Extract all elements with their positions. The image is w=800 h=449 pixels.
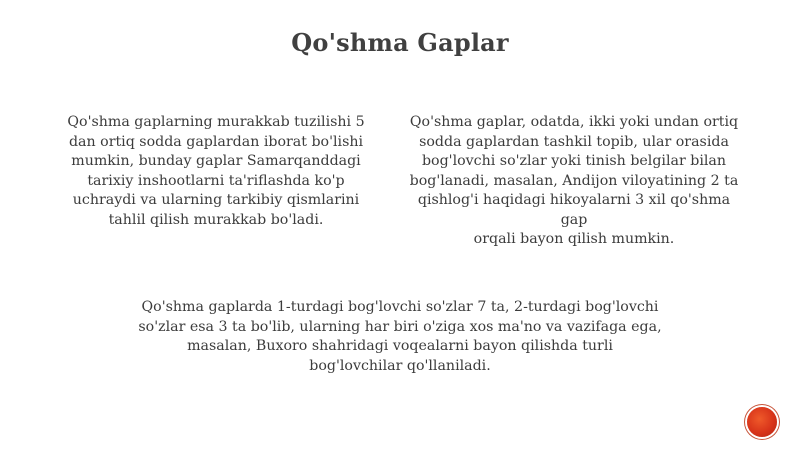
slide-title: Qo'shma Gaplar bbox=[291, 28, 509, 57]
next-slide-button[interactable] bbox=[747, 407, 777, 437]
text-block-bottom: Qo'shma gaplarda 1-turdagi bog'lovchi so'zlar 7 ta, 2-turdagi bog'lovchi so'zlar esa 3 ta bo'lib, ularning har biri o'ziga xos ma'no va vazifaga ega, masalan, Buxoro shahridagi voqealarni bayon qilishda turli bog'lovchilar qo'llaniladi. bbox=[138, 299, 662, 374]
text-block-right: Qo'shma gaplar, odatda, ikki yoki undan ortiq sodda gaplardan tashkil topib, ular orasida bog'lovchi so'zlar yoki tinish belgilar bilan bog'lanadi, masalan, Andijon viloyatining 2 ta qishlog'i haqidagi hikoyalarni 3 xil qo'shma gap orqali bayon qilish mumkin. bbox=[409, 114, 739, 247]
text-block-left: Qo'shma gaplarning murakkab tuzilishi 5 dan ortiq sodda gaplardan iborat bo'lishi mumkin, bunday gaplar Samarqanddagi tarixiy inshootlarni ta'riflashda ko'p uchraydi va ularning tarkibiy qismlarini tahlil qilish murakkab bo'ladi. bbox=[67, 114, 365, 228]
